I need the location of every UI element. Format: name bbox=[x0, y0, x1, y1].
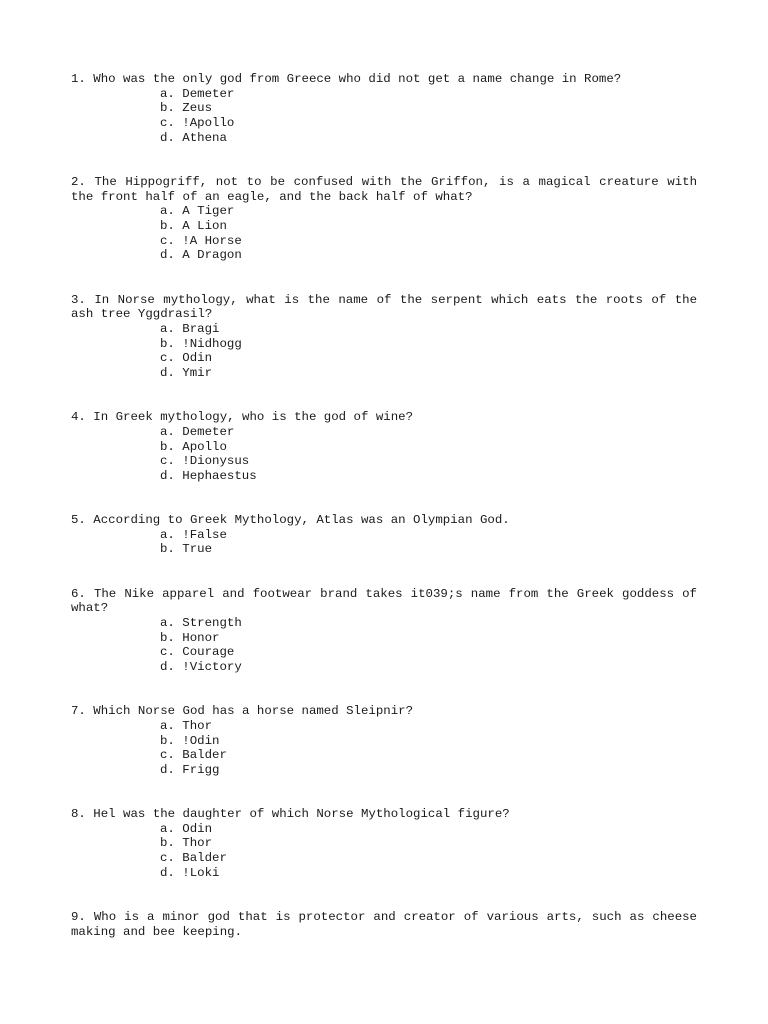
answer-option: c. !Dionysus bbox=[160, 454, 250, 469]
answer-options bbox=[71, 87, 697, 146]
answer-option: b. Honor bbox=[160, 630, 220, 645]
answer-option: a. Bragi bbox=[160, 321, 220, 336]
answer-option: d. Hephaestus bbox=[160, 468, 257, 483]
answer-option: c. Courage bbox=[160, 645, 235, 660]
answer-option: b. True bbox=[160, 542, 213, 557]
question-text: 7. Which Norse God has a horse named Sleipnir? bbox=[71, 704, 414, 719]
quiz-document bbox=[71, 72, 705, 969]
question-text: 2. The Hippogriff, not to be confused with the Griffon, is a magical creature with the front half of an eagle, and the back half of what? bbox=[71, 174, 705, 204]
answer-option: a. Odin bbox=[160, 821, 213, 836]
answer-option: a. Strength bbox=[160, 615, 242, 630]
question-9 bbox=[71, 909, 705, 939]
answer-option: a. Thor bbox=[160, 718, 213, 733]
question-1 bbox=[71, 72, 697, 146]
question-text: 1. Who was the only god from Greece who did not get a name change in Rome? bbox=[71, 72, 622, 86]
question-text: 9. Who is a minor god that is protector and creator of various arts, such as cheese making and bee keeping. bbox=[71, 909, 705, 939]
answer-option: d. A Dragon bbox=[160, 248, 242, 263]
answer-option: d. !Victory bbox=[160, 660, 242, 675]
question-4 bbox=[71, 410, 697, 484]
question-6 bbox=[71, 586, 705, 675]
answer-option: b. Apollo bbox=[160, 439, 227, 454]
answer-option: d. Frigg bbox=[160, 762, 220, 777]
answer-options bbox=[71, 425, 697, 484]
answer-option: b. !Nidhogg bbox=[160, 336, 242, 351]
answer-option: b. A Lion bbox=[160, 219, 227, 234]
answer-option: a. Demeter bbox=[160, 424, 235, 439]
answer-option: c. Odin bbox=[160, 351, 213, 366]
answer-options bbox=[71, 528, 697, 557]
answer-option: c. !Apollo bbox=[160, 116, 235, 131]
question-text: 4. In Greek mythology, who is the god of wine? bbox=[71, 410, 414, 425]
answer-option: b. Thor bbox=[160, 836, 213, 851]
answer-option: d. !Loki bbox=[160, 865, 220, 880]
answer-options bbox=[71, 719, 697, 778]
answer-option: b. !Odin bbox=[160, 733, 220, 748]
question-text: 5. According to Greek Mythology, Atlas was an Olympian God. bbox=[71, 513, 510, 528]
answer-option: c. Balder bbox=[160, 851, 227, 866]
answer-options bbox=[71, 204, 697, 263]
answer-option: d. Athena bbox=[160, 130, 227, 145]
answer-option: d. Ymir bbox=[160, 366, 213, 381]
answer-option: a. !False bbox=[160, 527, 227, 542]
question-text: 3. In Norse mythology, what is the name of the serpent which eats the roots of the ash tree Yggdrasil? bbox=[71, 292, 705, 322]
answer-options bbox=[71, 616, 697, 675]
answer-option: a. A Tiger bbox=[160, 204, 235, 219]
answer-option: b. Zeus bbox=[160, 101, 213, 116]
question-5 bbox=[71, 513, 697, 557]
question-text: 6. The Nike apparel and footwear brand takes it039;s name from the Greek goddess of what? bbox=[71, 586, 705, 616]
question-text: 8. Hel was the daughter of which Norse Mythological figure? bbox=[71, 807, 510, 822]
question-3 bbox=[71, 292, 705, 381]
answer-option: c. !A Horse bbox=[160, 233, 242, 248]
question-2 bbox=[71, 174, 705, 263]
answer-options bbox=[71, 322, 697, 381]
question-8 bbox=[71, 807, 697, 881]
answer-option: a. Demeter bbox=[160, 86, 235, 101]
answer-options bbox=[71, 822, 697, 881]
answer-option: c. Balder bbox=[160, 748, 227, 763]
question-7 bbox=[71, 704, 697, 778]
